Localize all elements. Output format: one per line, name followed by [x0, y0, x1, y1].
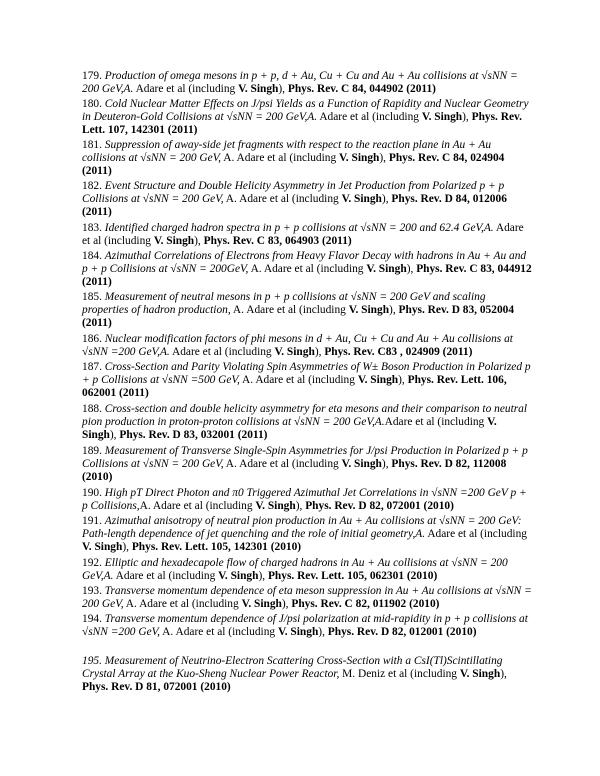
- entry-authors: A. Adare et al (including: [223, 458, 342, 470]
- separator: ),: [406, 263, 417, 275]
- highlighted-author: V. Singh: [341, 193, 382, 205]
- journal-reference: Phys. Rev. C 83, 064903 (2011): [203, 235, 352, 247]
- entry-title: Azimuthal Correlations of Electrons from Heavy Flavor Decay with hadrons in Au + Au and p + p Collisions at √sNN = 200GeV,: [82, 250, 527, 275]
- entry-title: Elliptic and hexadecapole flow of charged hadrons in Au + Au collisions at √sNN = 200 GeV,A.: [82, 557, 508, 582]
- entry-title: Cross-section and double helicity asymmetry for eta mesons and their comparison to neutral pion production in proton-proton collisions at √sNN = 200 GeV,A.: [82, 403, 528, 428]
- entry-authors: A. Adare et al (including: [221, 152, 340, 164]
- journal-reference: Phys. Rev. D 81, 072001 (2010): [82, 681, 231, 693]
- entry-title: Event Structure and Double Helicity Asymmetry in Jet Production from Polarized p + p Collisions at √sNN = 200 GeV,: [82, 180, 505, 205]
- separator: ),: [381, 193, 392, 205]
- journal-reference: Phys. Rev. C 82, 011902 (2010): [291, 598, 440, 610]
- list-item: [82, 222, 532, 248]
- journal-reference: Phys. Rev. Lett. 106, 062001 (2011): [82, 374, 507, 399]
- list-item: [82, 613, 532, 639]
- list-item: [82, 655, 532, 694]
- separator: ),: [381, 458, 392, 470]
- entry-number: 195.: [82, 655, 102, 667]
- entry-number: 186.: [82, 333, 102, 345]
- highlighted-author: V. Singh: [348, 304, 390, 316]
- separator: ),: [500, 668, 507, 680]
- separator: ),: [258, 570, 268, 582]
- entry-authors: Adare et al (including: [169, 346, 275, 358]
- journal-reference: Phys. Rev. Lett. 107, 142301 (2011): [82, 111, 522, 136]
- separator: ),: [194, 235, 204, 247]
- entry-title: Measurement of Transverse Single-Spin Asymmetries for J/psi Production in Polarized p + p Collisions at √sNN = 200 GeV,: [82, 445, 528, 470]
- entry-number: 180.: [82, 98, 102, 110]
- entry-authors: A. Adare et al (including: [139, 500, 256, 512]
- journal-reference: Phys. Rev. D 82, 112008 (2010): [82, 458, 507, 483]
- highlighted-author: V. Singh: [153, 235, 195, 247]
- separator: ),: [398, 374, 408, 386]
- entry-authors: Adare et al (including: [133, 83, 239, 95]
- highlighted-author: V. Singh: [421, 111, 463, 123]
- entry-title: Suppression of away-side jet fragments with respect to the reaction plane in Au + Au collisions at √sNN = 200 GeV,: [82, 139, 492, 164]
- entry-number: 188.: [82, 403, 102, 415]
- journal-reference: Phys. Rev. D 82, 072001 (2010): [305, 500, 454, 512]
- highlighted-author: V. Singh: [459, 668, 501, 680]
- separator: ),: [109, 429, 120, 441]
- highlighted-author: V. Singh: [238, 83, 279, 95]
- list-item: [82, 361, 532, 400]
- separator: ),: [318, 626, 328, 638]
- list-item: [82, 585, 532, 611]
- list-item: [82, 70, 532, 96]
- separator: ),: [379, 152, 389, 164]
- entry-title: Azimuthal anisotropy of neutral pion production in Au + Au collisions at √sNN = 200 GeV: Path-length dependence of jet quenching and the role of initial geometry,A.: [82, 515, 522, 540]
- entry-number: 184.: [82, 250, 102, 262]
- journal-reference: Phys. Rev. D 84, 012006 (2011): [82, 193, 507, 218]
- entry-title: Production of omega mesons in p + p, d + Au, Cu + Cu and Au + Au collisions at √sNN = 200 GeV,A.: [82, 70, 518, 95]
- journal-reference: Phys. Rev. C 84, 044902 (2011): [287, 83, 436, 95]
- entry-authors: Adare et al (including: [425, 528, 527, 540]
- separator: ),: [278, 83, 288, 95]
- entry-number: 190.: [82, 487, 102, 499]
- entry-number: 182.: [82, 180, 102, 192]
- highlighted-author: V. Singh: [341, 458, 382, 470]
- list-item: [82, 487, 532, 513]
- entry-title: Cold Nuclear Matter Effects on J/psi Yields as a Function of Rapidity and Nuclear Geometry in Deuteron-Gold Collisions at √sNN = 200 GeV,A.: [82, 98, 529, 123]
- entry-authors: A. Adare et al (including: [248, 263, 367, 275]
- entry-number: 181.: [82, 139, 102, 151]
- journal-reference: Phys. Rev. D 83, 052004 (2011): [82, 304, 515, 329]
- entry-number: 191.: [82, 515, 102, 527]
- entry-authors: M. Deniz et al (including: [339, 668, 460, 680]
- entry-title: Measurement of Neutrino-Electron Scattering Cross-Section with a CsI(Tl)Scintillating Crystal Array at the Kuo-Sheng Nuclear Power Reactor,: [82, 655, 503, 680]
- list-item: [82, 557, 532, 583]
- list-item: [82, 250, 532, 289]
- entry-authors: A. Adare et al (including: [159, 626, 278, 638]
- entry-authors: Adare et al (including: [317, 111, 422, 123]
- separator: ),: [281, 598, 292, 610]
- list-item: [82, 445, 532, 484]
- entry-authors: Adare et al (including: [82, 222, 524, 247]
- entry-authors: A. Adare et al (including: [223, 193, 342, 205]
- entry-title: Identified charged hadron spectra in p + p collisions at √sNN = 200 and 62.4 GeV,A.: [104, 222, 494, 234]
- list-item: [82, 403, 532, 442]
- highlighted-author: V. Singh: [366, 263, 407, 275]
- journal-reference: Phys. Rev. Lett. 105, 142301 (2010): [131, 541, 302, 553]
- entry-authors: A. Adare et al (including: [230, 304, 349, 316]
- list-item: [82, 180, 532, 219]
- entry-title: High pT Direct Photon and π0 Triggered Azimuthal Jet Correlations in √sNN =200 GeV p + p Collisions,: [82, 487, 527, 512]
- list-item: [82, 291, 532, 330]
- list-item: [82, 333, 532, 359]
- entry-authors: A. Adare et al (including: [239, 374, 358, 386]
- highlighted-author: V. Singh: [339, 152, 380, 164]
- entry-number: 194.: [82, 613, 102, 625]
- entry-authors: Adare et al (including: [113, 570, 219, 582]
- highlighted-author: V. Singh: [241, 598, 282, 610]
- list-item: [82, 515, 532, 554]
- entry-number: 187.: [82, 361, 102, 373]
- entry-title: Transverse momentum dependence of J/psi polarization at mid-rapidity in p + p collisions at √sNN =200 GeV,: [82, 613, 528, 638]
- highlighted-author: V. Singh: [82, 541, 123, 553]
- entry-number: 192.: [82, 557, 102, 569]
- entry-number: 189.: [82, 445, 102, 457]
- highlighted-author: V. Singh: [277, 626, 319, 638]
- entry-authors: Adare et al (including: [384, 416, 488, 428]
- highlighted-author: V. Singh: [255, 500, 296, 512]
- journal-reference: Phys. Rev. Lett. 105, 062301 (2010): [267, 570, 438, 582]
- separator: ),: [122, 541, 132, 553]
- entry-title: Cross-Section and Parity Violating Spin Asymmetries of W± Boson Production in Polarized p + p Collisions at √sNN =500 GeV,: [82, 361, 531, 386]
- entry-number: 193.: [82, 585, 102, 597]
- highlighted-author: V. Singh: [357, 374, 399, 386]
- separator: ),: [314, 346, 325, 358]
- separator: ),: [462, 111, 472, 123]
- entry-title: Transverse momentum dependence of eta meson suppression in Au + Au collisions at √sNN = 200 GeV,: [82, 585, 532, 610]
- journal-reference: Phys. Rev. C 84, 024904 (2011): [82, 152, 505, 177]
- highlighted-author: V. Singh: [218, 570, 259, 582]
- entry-number: 183.: [82, 222, 102, 234]
- entry-title: Measurement of neutral mesons in p + p collisions at √sNN = 200 GeV and scaling properties of hadron production,: [82, 291, 486, 316]
- list-item: [82, 98, 532, 137]
- separator: ),: [389, 304, 399, 316]
- journal-reference: Phys. Rev. D 82, 012001 (2010): [327, 626, 477, 638]
- journal-reference: Phys. Rev. C83 , 024909 (2011): [324, 346, 473, 358]
- highlighted-author: V. Singh: [82, 416, 497, 441]
- separator: ),: [295, 500, 306, 512]
- highlighted-author: V. Singh: [274, 346, 315, 358]
- entry-title: Nuclear modification factors of phi mesons in d + Au, Cu + Cu and Au + Au collisions at √sNN =200 GeV,A.: [82, 333, 513, 358]
- list-item: [82, 139, 532, 178]
- journal-reference: Phys. Rev. C 83, 044912 (2011): [82, 263, 532, 288]
- entry-number: 179.: [82, 70, 102, 82]
- entry-number: 185.: [82, 291, 102, 303]
- entry-authors: A. Adare et al (including: [123, 598, 242, 610]
- journal-reference: Phys. Rev. D 83, 032001 (2011): [119, 429, 268, 441]
